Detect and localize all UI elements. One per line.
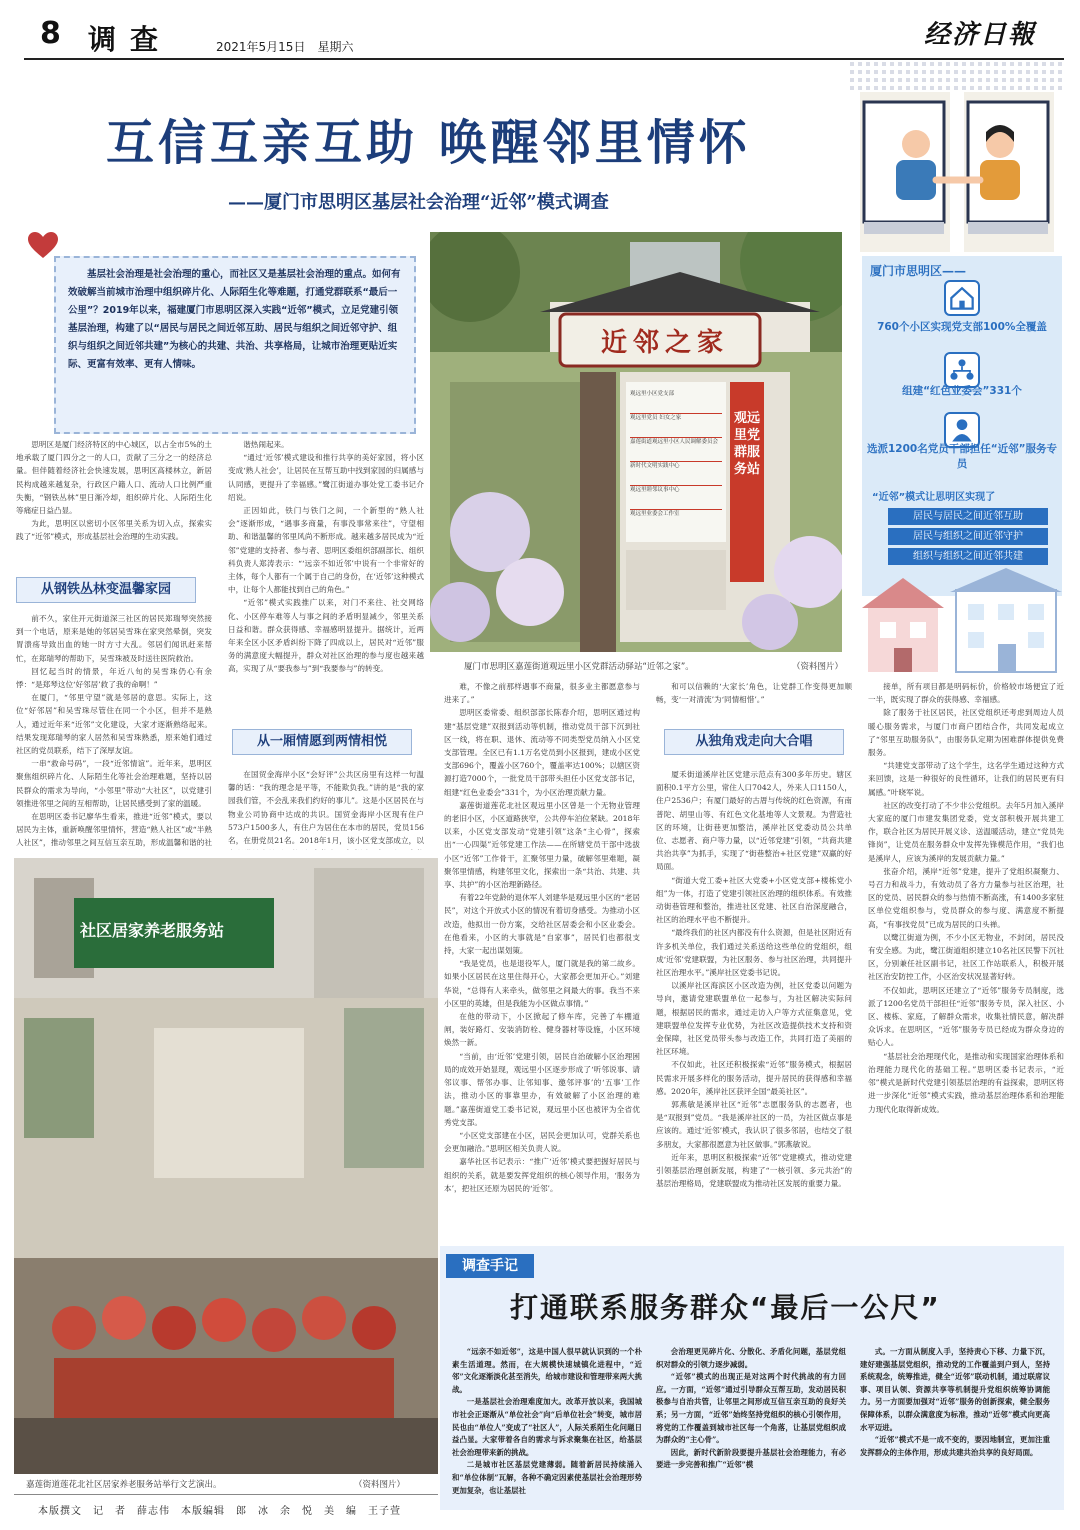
paragraph: 在思明区委书记廖华生看来，推进“近邻”模式，要以居民为主体，重新唤醒邻里情怀，营造“熟人社区”或“半熟人社区”，推动邻里之间互信互亲互助，形成温馨和谐的社 [16, 812, 212, 848]
info-stat-2: 组建“红色业委会”331个 [902, 385, 1022, 397]
paragraph: “街道大党工委+社区大党委+小区党支部+楼栋党小组”为一体，打造了党建引领社区治理的组织体系。有效推动街巷管理和整治，推进社区党建、社区自治深度融合，社区的治理水平也不断提升。 [656, 875, 852, 925]
paragraph: 为此，思明区以密切小区邻里关系为切入点，探索实践了“近邻”模式，形成基层社会治理的生动实践。 [16, 519, 212, 542]
paragraph: “近邻”模式实践推广以来，对门不来往、社交网络化、小区停车难等人与事之间的矛盾明显减少，邻里关系日益和谐。群众获得感、幸福感明显提升。据统计，近两年来全区小区矛盾纠纷下降了四成以上，居民对“近邻”服务的满意度大幅提升，群众对社区治理的参与度也越来越高，实现了从“要我参与”到“我要参与”的转变。 [228, 598, 424, 674]
info-panel-lead: “近邻”模式让思明区实现了 [872, 492, 996, 503]
commentary-column-2 [656, 1346, 846, 1504]
paragraph: 嘉莲街道莲花北社区观远里小区曾是一个无物业管理的老旧小区，小区道路狭窄，公共停车泊位紧缺。2018年以来，小区党支部发动“党建引领”这条“主心骨”，探索出“一心四渠”近邻党建工作法——在所辖党员干部中选拔小区“近邻”工作骨干，汇聚邻里力量，破解邻里难题，凝聚邻里情感，构建邻里文化，探索出一条“共治、共建、共享、共护”的小区治理新路径。 [444, 800, 640, 890]
paragraph: “共建党支部带动了这个学生，这名学生通过这种方式来回馈，这是一种很好的良性循环，让我们的居民更有归属感。”叶晓军说。 [868, 761, 1064, 797]
footer-credits: 本版撰文 记 者 薛志伟 本版编辑 郎 冰 余 悦 美 编 王子萱 [38, 1506, 401, 1517]
paragraph: 和可以信赖的‘大家长’角色，让党群工作变得更加顺畅，变‘一对清流’为‘同情相惜’。” [656, 682, 852, 705]
paragraph: 嘉华社区书记表示：“推广‘近邻’模式要把握好居民与组织的关系，就是要发挥党组织的核心领导作用，‘服务为本’，把社区还原为居民的‘近邻’。 [444, 1157, 640, 1193]
paragraph: 厦禾街道溪岸社区党建示范点有300多年历史。辖区面积0.1平方公里，常住人口7042人，外来人口1150人，住户2536户；有厦门最好的古厝与传统的红色资源，有南普陀、胡里山等、有红色文化基地等人文景观。为营造社区的环境，让街巷更加整洁，溪岸社区党委动员公共单位、志愿者、商户等力量，以“近邻党建”引领，“共商共建共治共享”为抓手，实现了“街巷整治+社区党建”双赢的好局面。 [656, 770, 852, 872]
paragraph: 回忆起当时的情景，年近八旬的吴雪珠仍心有余悸：“是郑琴这位‘好邻居’救了我的命啊！” [16, 666, 212, 690]
paragraph: 谐热闹起来。 [243, 440, 289, 449]
paragraph: “基层社会治理现代化，是推动和实现国家治理体系和治理能力现代化的基础工程。”思明区委书记表示，“近邻”模式是新时代党建引领基层治理的有益探索，思明区将进一步深化“近邻”模式实践，推动基层治理体系和治理能力现代化取得新成效。 [868, 1051, 1064, 1114]
column-2b [228, 768, 424, 850]
main-photo-credit: （资料图片） [792, 662, 844, 672]
column-1b [16, 612, 212, 850]
paragraph: 因此，新时代新阶段要提升基层社会治理能力，有必要进一步完善和推广“近邻”模 [656, 1447, 846, 1470]
board-item: 观远里睦邻议事中心 [630, 486, 722, 510]
paragraph: “最终我们的社区内都没有什么资源，但是社区附近有许多机关单位，我们通过关系送给这些单位的党组织，组成‘近邻’党建联盟，为社区服务、参与社区治理，共同提升社区治理水平。”溪岸社区党委书记说。 [656, 928, 852, 978]
service-station-sign: 观远里党群服务站 [733, 411, 760, 477]
paragraph: “我是党员，也是退役军人，厦门就是我的第二故乡。如果小区居民在这里住得开心，大家都会更加开心。”刘建华说，“总得有人来牵头，做邻里之间最大的事。我当不来小区里的英雄，但是我能为小区做点事情。” [444, 959, 640, 1008]
paragraph: 不仅如此，社区还积极探索“近邻”服务模式，根据居民需求开展多样化的服务活动，提升居民的获得感和幸福感。2020年，溪岸社区获评全国“最美社区”。 [656, 1060, 852, 1096]
info-panel-title: 厦门市思明区—— [870, 264, 967, 278]
intro-box [54, 256, 416, 434]
paragraph: 思明区委常委、组织部部长陈春介绍，思明区通过构建“基层党建”双报到活动等机制，推动党员干部下沉到社区一线，将在职、退休、流动等不同类型党员纳入小区党支部管理。全区已有1.1万名党员到小区报到，建成小区党支部696个，覆盖小区760个，覆盖率达100%；以辖区资源打造7000个，一批党员干部带头担任小区党支部书记，组建“红色业委会”331个，为小区治理贡献力量。 [444, 708, 640, 797]
nursing-station-sign: 社区居家养老服务站 [80, 921, 225, 940]
paragraph: 郭燕敏是溪岸社区“近邻”志愿服务队的志愿者，也是“双报到”党员。“我是溪岸社区的一员，为社区做点事是应该的。通过‘近邻’模式，我认识了很多邻居，也结交了很多朋友，大家都很愿意为社区做事。”郭燕敏说。 [656, 1100, 852, 1149]
paragraph: 在厦门，“邻里守望”就是邻居的意思。实际上，这位“好邻居”和吴雪珠尽管住在同一个小区，但并不是熟人，通过近年来“近邻”文化建设，大家才逐渐熟络起来。结果发现郑瑞琴的家人居然和吴雪珠熟悉，原来她们通过社区的党员联系，结下了深厚友谊。 [16, 693, 212, 756]
column-3 [444, 680, 640, 1236]
bottom-photo-scene [14, 858, 438, 1474]
notice-board [630, 390, 722, 534]
bottom-photo-caption: 嘉莲街道莲花北社区居家养老服务站举行文艺演出。 [26, 1480, 222, 1490]
page-number: 8 [40, 16, 61, 51]
paragraph: 正因如此，铁门与铁门之间，一个新型的“熟人社会”逐渐形成，“遇事多商量，有事没事常来往”，守望相助、和谐温馨的邻里风尚不断形成。越来越多居民成为“近邻”党建的支持者、参与者、思明区委组织部副部长、组织科负责人郑涛表示：“‘远亲不如近邻’中说有一个非常好的主体，每个人都有一个属于自己的身份，在‘近邻’这种模式中，让每个人都能找到自己的角色。” [228, 506, 424, 595]
paragraph: 接单，所有项目都是明码标价，价格较市场便宜了近一半，既实现了群众的获得感、幸福感。 [868, 682, 1064, 705]
houses-illustration [860, 566, 1064, 676]
board-item: 观远里党员 妇女之家 [630, 414, 722, 438]
paragraph: 有着22年党龄的退休军人刘建华是观远里小区的“老居民”，对这个开放式小区的情况有着切身感受。为推动小区改造，他拟出一份方案，交给社区居委会和小区业委会。在他看来，小区的大事就是“自家事”，居民们也都很支持，大家一起出谋划策。 [444, 893, 640, 956]
info-tag-2: 居民与组织之间近邻守护 [888, 528, 1048, 545]
intro-text: 基层社会治理是社会治理的重心，而社区又是基层社会治理的重点。如何有效破解当前城市治理中组织碎片化、人际陌生化等难题，打通党群联系“最后一公里”？2019年以来，福建厦门市思明区深入实践“近邻”模式，立足党建引领基层治理，构建了以“居民与居民之间近邻互助、居民与组织之间近邻守护、组织与组织之间近邻共建”为核心的共建、共治、共享格局，让城市治理更贴近实际、更富有效率、更有人情味。 [68, 269, 401, 370]
commentary-column-3 [860, 1346, 1050, 1504]
commentary-tag: 调查手记 [446, 1254, 534, 1278]
commentary-column-1 [452, 1346, 642, 1504]
paragraph: 难，不像之前那样遇事不商量，很多业主都愿意参与进来了。” [444, 682, 640, 705]
paragraph: “通过‘近邻’模式建设和推行共享的美好家园，将小区变成‘熟人社会’，让居民在互帮互助中找到家园的归属感与认同感，更提升了幸福感。”鹭江街道办事处党工委书记介绍说。 [228, 453, 424, 502]
footer-rule [14, 1494, 438, 1495]
headline: 互信互亲互助 唤醒邻里情怀 [106, 115, 751, 171]
newspaper-logo: 经济日報 [923, 20, 1036, 50]
paragraph: 一是基层社会治理难度加大。改革开放以来，我国城市社会正逐渐从“单位社会”向“后单位社会”转变，城市居民也由“单位人”变成了“社区人”，人际关系陌生化问题日益凸显。大家带着各自的需求与诉求聚集在社区，给基层社会治理带来新的挑战。 [452, 1397, 642, 1457]
board-item: 观远里业委会工作室 [630, 511, 680, 517]
info-tag-3: 组织与组织之间近邻共建 [888, 548, 1048, 565]
info-stat-3: 选派1200名党员干部担任“近邻”服务专员 [866, 443, 1058, 470]
masthead [0, 0, 1080, 60]
paragraph: 以鹭江街道为例，不少小区无物业，不封闭，居民没有安全感。为此，鹭江街道组织建立10名社区民警下沉社区，分别兼任社区副书记，社区工作站联系人，积极开展社区治安防控工作，小区治安状况显著好转。 [868, 932, 1064, 982]
board-item: 嘉莲街道观远里小区人民调解委员会 [630, 438, 722, 462]
section-heading-2: 从一厢情愿到两情相悦 [232, 729, 412, 755]
bottom-photo-credit: （资料图片） [354, 1480, 406, 1490]
section-heading-1: 从钢铁丛林变温馨家园 [16, 577, 196, 603]
column-5 [868, 680, 1064, 1236]
paragraph: “近邻”模式的出现正是对这两个时代挑战的有力回应。一方面，“近邻”通过引导群众互帮互助，发动居民积极参与自治共管，让邻里之间形成互信互亲互助的良好关系；另一方面，“近邻”始终坚持党组织的核心引领作用，将党的工作覆盖到城市社区每一个角落，让基层党组织成为群众的“主心骨”。 [656, 1372, 846, 1445]
org-icon [944, 352, 980, 388]
publication-date: 2021年5月15日 星期六 [216, 40, 354, 54]
header-rule [24, 58, 1064, 60]
paragraph: “当前，由‘近邻’党建引领，居民自治破解小区治理困局的成效开始显现，观远里小区逐步形成了‘听邻说事、请邻议事、帮邻办事、让邻知事、邀邻评事’的‘五事’工作法，推动小区的事靠里办，有效破解了小区治理的难题。”嘉莲街道党工委书记说，观远里小区也被评为全省优秀党支部。 [444, 1051, 640, 1127]
paragraph: 在他的带动下，小区掀起了修车库，完善了车棚道闸，装好路灯、安装消防栓、健身器材等设施，小区环境焕然一新。 [444, 1012, 640, 1048]
paragraph: 除了服务于社区居民，社区党组织还考虑到周边人员暖心服务需求，与厦门市商户团结合作，共同发起成立了“邻里互助服务队”，由服务队定期为困难群体提供免费服务。 [868, 708, 1064, 758]
paragraph: “近邻”模式不是一成不变的，要因地制宜，更加注重发挥群众的主体作用，形成共建共治共享的良好局面。 [860, 1435, 1050, 1457]
paragraph: 社区的改变打动了不少非公党组织。去年5月加入溪岸大家庭的厦门市建发集团党委，党支部积极开展共建工作，联合社区为居民开展义诊、送温暖活动，建立“党员先锋岗”，让党员在服务群众中发挥先锋模范作用，“我们也是溪岸人，应该为溪岸的发展贡献力量。” [868, 800, 1064, 863]
column-1a [16, 438, 212, 562]
home-icon [944, 280, 980, 316]
paragraph: 式。一方面从制度入手，坚持责心下移、力量下沉，建好建强基层党组织，推动党的工作覆盖到户到人，坚持系统观念，统筹推进，健全“近邻”联动机制，通过联席议事、项目认领、资源共享等机制提升党组织统筹协调能力。另一方面要加强对“近邻”服务的创新探索，健全服务保障体系，以群众满意度为标准，推动“近邻”模式向更高水平迈进。 [860, 1347, 1050, 1432]
board-item: 新时代文明实践中心 [630, 462, 722, 486]
neighbours-illustration [850, 62, 1064, 258]
main-photo-caption: 厦门市思明区嘉莲街道观远里小区党群活动驿站“近邻之家”。 [464, 662, 694, 672]
info-panel [862, 256, 1062, 596]
paragraph: 在国贸金海岸小区“会好评”公共区房里有这样一句温馨的话：“我的理念是平等，不能欺负我。”讲的是“我的家园我们管，不会乱来我们约好的事儿”。这是小区居民在与物业公司协商中达成的共识。国贸金海岸小区现有住户573户1500多人，有住户为居住在本市的居民，党员156名，在册党员21名。2018年1月，该小区党支部成立，以 [228, 770, 424, 846]
paragraph: 一串“救命号码”，一段“近邻情谊”。近年来，思明区聚焦组织碎片化、人际陌生化等社会治理难题，坚持以居民群众的需求为导向，“小邻里”带动“大社区”，以党建引领推进邻里之间的互相帮助，让居民感受到了家的温暖。 [16, 759, 212, 808]
paragraph: 二是城市社区基层党建薄弱。随着新居民持续涌入和“单位体制”瓦解，各种不确定因素使基层社会治理形势更加复杂，也让基层社 [452, 1460, 642, 1495]
paragraph: 前不久，家住开元街道深三社区的居民郑瑞琴突然接到一个电话，原来是她的邻居吴雪珠在家突然晕倒，突发胃溃疡导致出血的她一时方寸大乱。邻居们闻讯赶来帮忙，在郑瑞琴的帮助下，吴雪珠被及时送往医院救治。 [16, 614, 212, 663]
section-heading-3: 从独角戏走向大合唱 [664, 729, 844, 755]
paragraph: 思明区是厦门经济特区的中心城区，以占全市5%的土地承载了厦门四分之一的人口，贡献了三分之一的经济总量。但伴随着经济社会快速发展，思明区高楼林立，新居民构成越来越复杂，行政区户籍人口、流动人口比例严重失衡，“钢铁丛林”里日渐冷却，组织碎片化、人际陌生化等痛症日益凸显。 [16, 440, 212, 516]
board-item: 观远里小区党支部 [630, 390, 722, 414]
section-name: 调查 [88, 23, 173, 56]
paragraph: 张奋介绍，溪岸“近邻”党建，提升了党组织凝聚力、号召力和战斗力，有效动员了各方力量参与社区治理，社区的党员、居民群众的参与热情不断高涨，有1400多家驻区单位党组织参与，党员群众的参与度、满意度不断提高，“有事找党员”已成为居民的口头禅。 [868, 866, 1064, 929]
info-stat-1: 760个小区实现党支部100%全覆盖 [877, 321, 1047, 333]
paragraph: 不仅如此，思明区还建立了“近邻”服务专员制度，选派了1200名党员干部担任“近邻”服务专员，深入社区、小区、楼栋、家庭，了解群众需求，收集社情民意，解决群众诉求。在思明区，“近邻”服务专员已经成为群众身边的贴心人。 [868, 985, 1064, 1048]
paragraph: 以溪岸社区海滨区小区改造为例，社区党委以问题为导向，邀请党建联盟单位一起参与，为社区解决实际问题，根据居民的需求，通过走访入户等方式征集意见，党建联盟单位发挥专业优势，为社区改造提供技术支持和资金保障，社区党员带头参与改造工作，共同打造了美丽的社区环境。 [656, 981, 852, 1057]
column-4a [656, 680, 852, 720]
main-photo [430, 232, 842, 652]
paragraph: 会治理更见碎片化、分散化、矛盾化问题，基层党组织对群众的引领力逐步减弱。 [656, 1347, 846, 1369]
commentary-title: 打通联系服务群众“最后一公尺” [510, 1291, 941, 1324]
subheadline: ——厦门市思明区基层社会治理“近邻”模式调查 [228, 192, 609, 213]
paragraph: “小区党支部建在小区，居民会更加认可，党群关系也会更加融洽。”思明区相关负责人说。 [444, 1130, 640, 1154]
column-4b [656, 768, 852, 1236]
paragraph: “远亲不如近邻”，这是中国人很早就认识到的一个朴素生活道理。然而，在大规模快速城镇化进程中，“近邻”文化逐渐淡化甚至消失，给城市建设和管理带来两大挑战。 [452, 1347, 642, 1394]
paragraph: 近年来，思明区积极探索“近邻”党建模式，推动党建引领基层治理创新发展，构建了“一核引领、多元共治”的基层治理格局，党建联盟成为推动社区发展的重要力量。 [656, 1152, 852, 1189]
info-tag-1: 居民与居民之间近邻互助 [888, 508, 1048, 525]
column-2a [228, 438, 424, 716]
bottom-photo [14, 858, 438, 1474]
house-sign: 近邻之家 [600, 328, 729, 358]
